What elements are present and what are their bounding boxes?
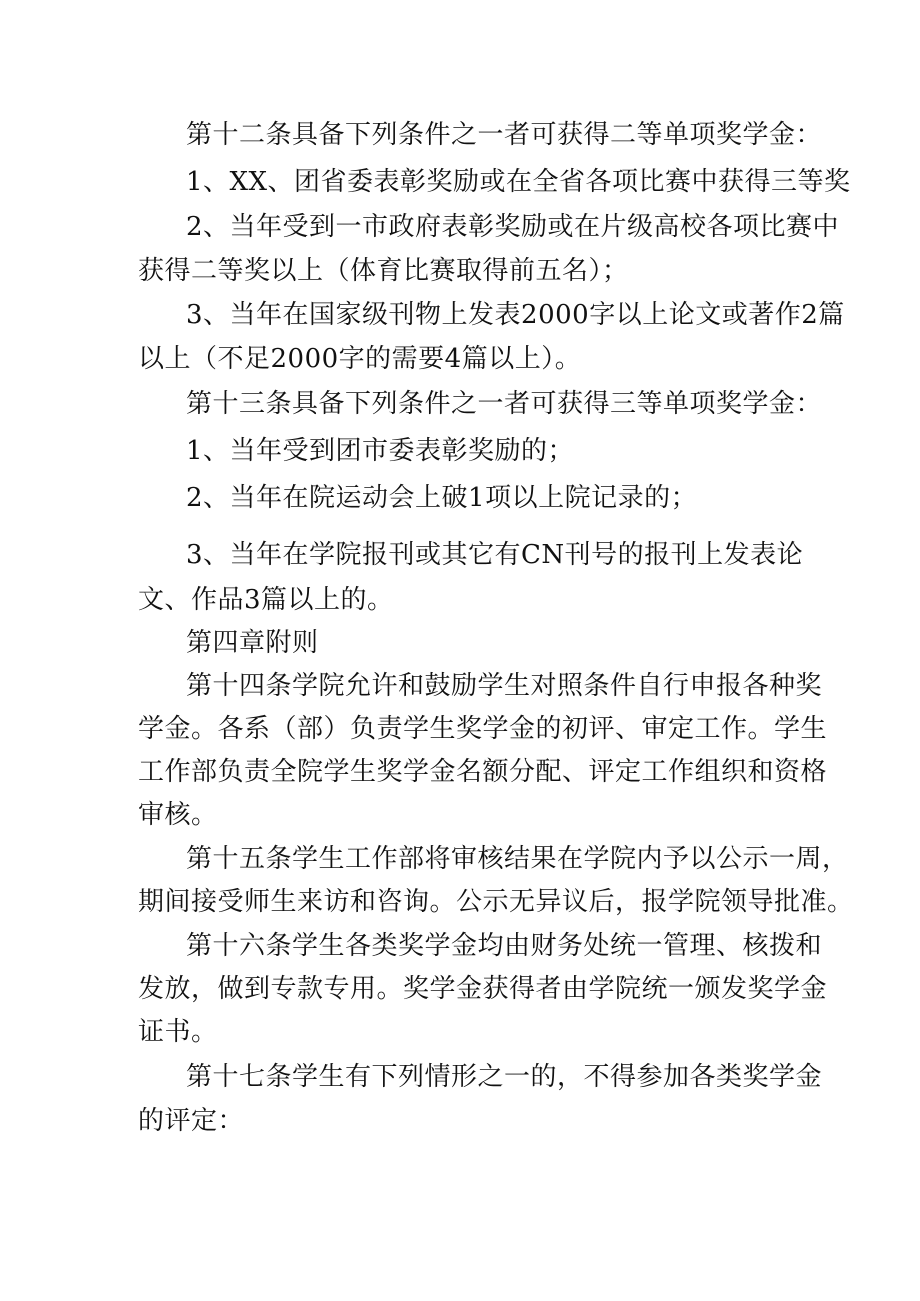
text-line: 期间接受师生来访和咨询。公示无异议后，报学院领导批准。 — [138, 887, 854, 917]
text-line: 审核。 — [138, 800, 218, 830]
text-line: 学金。各系（部）负责学生奖学金的初评、审定工作。学生 — [138, 714, 828, 744]
text-line: 1、当年受到团市委表彰奖励的； — [186, 436, 575, 466]
text-line: 发放，做到专款专用。奖学金获得者由学院统一颁发奖学金 — [138, 974, 828, 1004]
text-line: 获得二等奖以上（体育比赛取得前五名）； — [138, 256, 629, 286]
text-line: 2、当年在院运动会上破1项以上院记录的； — [186, 483, 698, 513]
text-line: 工作部负责全院学生奖学金名额分配、评定工作组织和资格 — [138, 757, 828, 787]
text-line: 的评定： — [138, 1106, 245, 1136]
text-line: 第十六条学生各类奖学金均由财务处统一管理、核拨和 — [186, 931, 823, 961]
text-line: 3、当年在学院报刊或其它有CN刊号的报刊上发表论 — [186, 540, 804, 570]
text-line: 以上（不足2000字的需要4篇以上）。 — [138, 344, 582, 374]
text-line: 3、当年在国家级刊物上发表2000字以上论文或著作2篇 — [186, 300, 845, 330]
text-line: 文、作品3篇以上的。 — [138, 585, 394, 615]
text-line: 第十五条学生工作部将审核结果在学院内予以公示一周， — [186, 844, 849, 874]
text-line: 第十二条具备下列条件之一者可获得二等单项奖学金： — [186, 120, 823, 150]
section-heading: 第四章附则 — [186, 628, 319, 658]
text-line: 第十三条具备下列条件之一者可获得三等单项奖学金： — [186, 389, 823, 419]
text-line: 第十四条学院允许和鼓励学生对照条件自行申报各种奖 — [186, 671, 823, 701]
text-line: 2、当年受到一市政府表彰奖励或在片级高校各项比赛中 — [186, 212, 840, 242]
text-line: 第十七条学生有下列情形之一的，不得参加各类奖学金 — [186, 1062, 823, 1092]
text-line: 1、XX、团省委表彰奖励或在全省各项比赛中获得三等奖 — [186, 167, 851, 197]
text-line: 证书。 — [138, 1017, 218, 1047]
